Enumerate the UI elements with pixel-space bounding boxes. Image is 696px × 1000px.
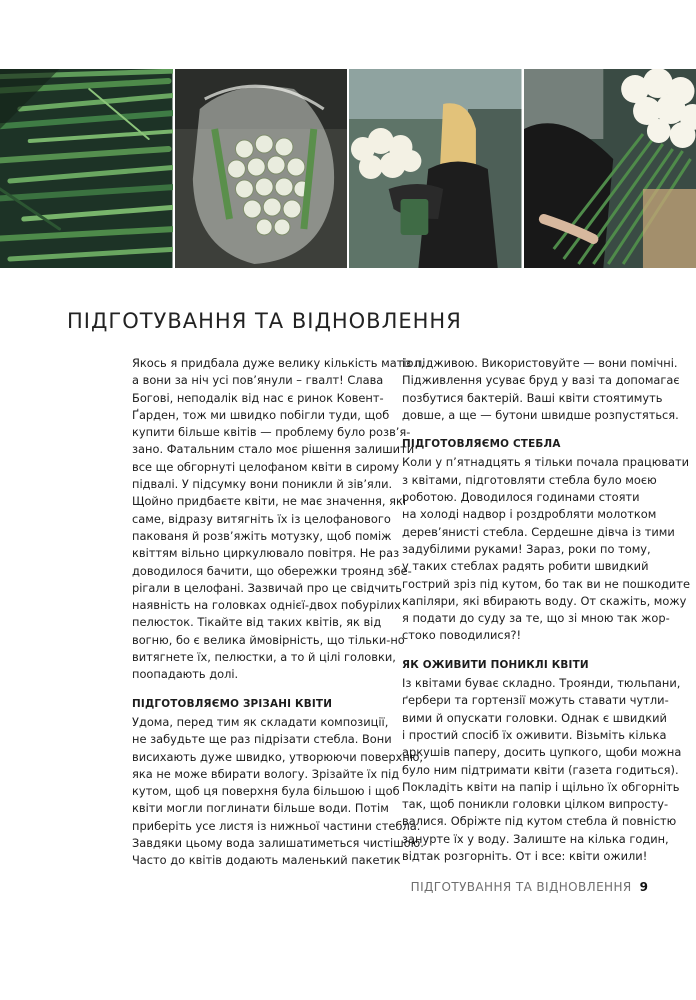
- text-line: роботою. Доводилося годинами стояти: [402, 490, 640, 505]
- stems-paragraph: [402, 454, 690, 644]
- paragraph-gap: [402, 645, 650, 657]
- text-line: саме, відразу витягніть їх із целофанового: [132, 511, 391, 526]
- text-line: відтак розгорніть. От і все: квіти ожили!: [402, 849, 648, 864]
- running-title: ПІДГОТУВАННЯ ТА ВІДНОВЛЕННЯ: [410, 880, 632, 894]
- text-line: із підживою. Використовуйте — вони помічні.: [402, 356, 678, 370]
- text-line: рігали в целофані. Зазвичай про це свідчить: [132, 580, 402, 595]
- text-line: капіляри, які вбирають воду. От скажіть, можу: [402, 593, 687, 608]
- text-line: підвалі. У підсумку вони поникли й зів’яли.: [132, 477, 393, 492]
- text-line: занурте їх у воду. Залиште на кілька годин,: [402, 831, 669, 846]
- text-line: пакованя й розв’яжіть мотузку, щоб поміж: [132, 528, 392, 543]
- text-line: Завдяки цьому вода залишатиметься чистішою.: [132, 836, 424, 851]
- text-line: і простий спосіб їх оживити. Візьміть кілька: [402, 727, 667, 742]
- text-line: аркушів паперу, досить цупкого, щоби можна: [402, 745, 682, 760]
- text-line: ґербери та гортензії можуть ставати чутли-: [402, 693, 669, 708]
- text-line: доводилося бачити, що обережки троянд збе-: [132, 563, 412, 578]
- photo-strip: [0, 69, 696, 268]
- text-line: Щойно придбаєте квіти, не має значення, які: [132, 494, 407, 509]
- text-line: у таких стеблах радять робити швидкий: [402, 559, 649, 574]
- page-footer: [411, 880, 648, 894]
- text-line: було ним підтримати квіти (газета годиться).: [402, 762, 679, 777]
- text-line: купити більше квітів — проблему було розв’я-: [132, 425, 411, 440]
- text-line: Богові, неподалік від нас є ринок Ковент-: [132, 390, 384, 405]
- text-line: Підживлення усуває бруд у вазі та допомагає: [402, 373, 680, 388]
- text-column-left: [132, 355, 425, 870]
- photo-florist-carrying-roses: [349, 69, 522, 268]
- photo-rose-stems: [0, 69, 173, 268]
- text-line: Якось я придбала дуже велику кількість матіол,: [132, 356, 425, 370]
- text-line: зано. Фатальним стало моє рішення залишити: [132, 442, 415, 457]
- florist-carrying-roses-icon: [349, 69, 522, 268]
- text-line: вими й опускати головки. Однак є швидкий: [402, 710, 667, 725]
- text-line: задубілими руками! Зараз, роки по тому,: [402, 541, 651, 556]
- continuation-paragraph: [402, 355, 680, 424]
- text-line: Ґарден, тож ми швидко побігли туди, щоб: [132, 407, 390, 422]
- paragraph-gap: [132, 684, 380, 696]
- page-number: 9: [639, 880, 648, 894]
- text-line: гострий зріз під кутом, бо так ви не пошкодите: [402, 576, 690, 591]
- text-line: приберіть усе листя із нижньої частини стебла.: [132, 818, 421, 833]
- photo-florist-arranging-roses: [524, 69, 696, 268]
- text-column-right: [402, 355, 690, 865]
- text-line: все ще обгорнуті целофаном квіти в сирому: [132, 459, 400, 474]
- text-line: квіти могли поглинати більше води. Потім: [132, 801, 389, 816]
- text-line: так, щоб поникли головки цілком випросту-: [402, 797, 669, 812]
- text-line: витягнете їх, пелюстки, а то й цілі головки,: [132, 650, 396, 665]
- text-line: поопадають долі.: [132, 667, 239, 682]
- text-line: я подати до суду за те, що зі мною так жор-: [402, 611, 670, 626]
- text-line: Удома, перед тим як складати композиції,: [132, 714, 389, 729]
- section-heading-revive: ЯК ОЖИВИТИ ПОНИКЛІ КВІТИ: [402, 658, 589, 671]
- wrapped-bouquet-icon: [175, 69, 348, 268]
- paragraph-gap: [402, 424, 650, 436]
- text-line: Коли у п’ятнадцять я тільки почала працювати: [402, 455, 690, 470]
- florist-arranging-roses-icon: [524, 69, 696, 268]
- text-line: наявність на головках однієї-двох побурілих: [132, 598, 401, 613]
- text-line: з квітами, підготовляти стебла було моєю: [402, 472, 657, 487]
- text-line: яка не може вбирати вологу. Зрізайте їх під: [132, 766, 400, 781]
- text-line: довше, а ще — бутони швидше розпустяться.: [402, 407, 679, 422]
- text-line: кутом, щоб ця поверхня була більшою і щоб: [132, 784, 400, 799]
- text-line: валися. Обріжте під кутом стебла й повністю: [402, 814, 677, 829]
- text-line: а вони за ніч усі пов’янули – гвалт! Слава: [132, 373, 384, 388]
- text-line: дерев’янисті стебла. Сердешне дівча із тими: [402, 524, 675, 539]
- text-line: Часто до квітів додають маленький пакетик: [132, 853, 401, 868]
- rose-stems-icon: [0, 69, 173, 268]
- text-line: позбутися бактерій. Ваші квіти стоятимуть: [402, 390, 663, 405]
- text-line: висихають дуже швидко, утворюючи поверхню,: [132, 749, 424, 764]
- revive-paragraph: [402, 675, 682, 865]
- section-heading-cut-flowers: ПІДГОТОВЛЯЄМО ЗРІЗАНІ КВІТИ: [132, 697, 333, 710]
- photo-wrapped-bouquet: [175, 69, 348, 268]
- section-heading-stems: ПІДГОТОВЛЯЄМО СТЕБЛА: [402, 438, 561, 451]
- text-line: на холоді надвор і роздробляти молотком: [402, 507, 657, 522]
- text-line: не забудьте ще раз підрізати стебла. Вони: [132, 732, 392, 747]
- text-line: вогню, бо є велика ймовірність, що тільки-но: [132, 632, 405, 647]
- intro-paragraph: [132, 355, 425, 684]
- cut-flowers-paragraph: [132, 714, 424, 870]
- text-line: Із квітами буває складно. Троянди, тюльпани,: [402, 676, 681, 691]
- page-title: ПІДГОТУВАННЯ ТА ВІДНОВЛЕННЯ: [67, 309, 462, 333]
- text-line: Покладіть квіти на папір і щільно їх обгорніть: [402, 779, 680, 794]
- text-line: стоко поводилися?!: [402, 628, 522, 643]
- text-line: пелюсток. Тікайте від таких квітів, як від: [132, 615, 382, 630]
- text-line: квіттям вільно циркулювало повітря. Не раз: [132, 546, 400, 561]
